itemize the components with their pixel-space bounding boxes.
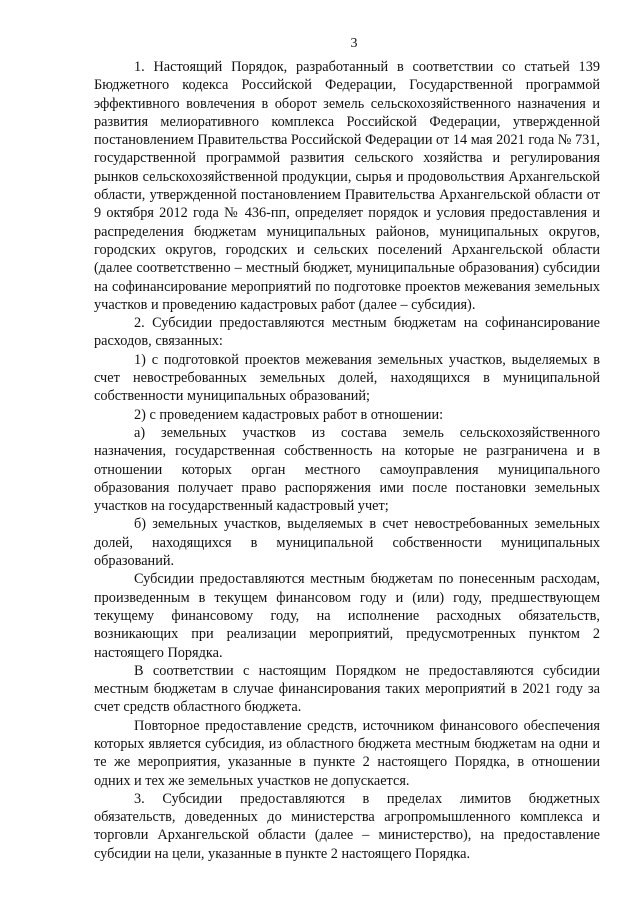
paragraph-2-subsidies: 2. Субсидии предоставляются местным бюджетам на софинансирование расходов, связанных:	[94, 315, 600, 350]
paragraph-exclusion-2021: В соответствии с настоящим Порядком не предоставляются субсидии местным бюджетам в случае финансирования таких мероприятий в 2021 году за счет средств областного бюджета.	[94, 662, 600, 716]
paragraph-2-item-1: 1) с подготовкой проектов межевания земельных участков, выделяемых в счет невостребованных земельных долей, находящихся в муниципальной собственности муниципальных образований;	[94, 351, 600, 405]
paragraph-expenses: Субсидии предоставляются местным бюджетам по понесенным расходам, произведенным в текущем финансовом году и (или) году, предшествующем текущему финансовому году, на исполнение расходных обязательств, возникающих при реализации мероприятий, предусмотренных пунктом 2 настоящего Порядка.	[94, 571, 600, 661]
paragraph-1-purpose: 1. Настоящий Порядок, разработанный в соответствии со статьей 139 Бюджетного кодекса Российской Федерации, Государственной программой эффективного вовлечения в оборот земель сельскохозяйственного назначения и развития мелиоративного комплекса Российской Федерации, утвержденной постановлением Правительства Российской Федерации от 14 мая 2021 года № 731, государственной программой развития сельского хозяйства и регулирования рынков сельскохозяйственной продукции, сырья и продовольствия Архангельской области, утвержденной постановлением Правительства Архангельской области от 9 октября 2012 года № 436-пп, определяет порядок и условия предоставления и распределения бюджетам муниципальных районов, муниципальных округов, городских округов, городских и сельских поселений Архангельской области (далее соответственно – местный бюджет, муниципальные образования) субсидии на софинансирование мероприятий по подготовке проектов межевания земельных участков и проведению кадастровых работ (далее – субсидия).	[94, 59, 600, 313]
paragraph-2-item-2: 2) с проведением кадастровых работ в отношении:	[134, 406, 444, 423]
page-number: 3	[350, 36, 358, 51]
paragraph-no-repeat: Повторное предоставление средств, источником финансового обеспечения которых является субсидия, из областного бюджета местным бюджетам на одни и те же мероприятия, указанные в пункте 2 настоящего Порядка, в отношении одних и тех же земельных участков не допускается.	[94, 717, 600, 789]
paragraph-2-item-2-b: б) земельных участков, выделяемых в счет невостребованных земельных долей, находящихся в муниципальной собственности муниципальных образований.	[94, 516, 600, 570]
paragraph-3-limits: 3. Субсидии предоставляются в пределах лимитов бюджетных обязательств, доведенных до министерства агропромышленного комплекса и торговли Архангельской области (далее – министерство), на предоставление субсидии на цели, указанные в пункте 2 настоящего Порядка.	[94, 790, 600, 862]
paragraph-2-item-2-a: а) земельных участков из состава земель сельскохозяйственного назначения, государственная собственность на которые не разграничена и в отношении которых орган местного самоуправления муниципального образования получает право распоряжения ими после постановки земельных участков на государственный кадастровый учет;	[94, 424, 600, 515]
